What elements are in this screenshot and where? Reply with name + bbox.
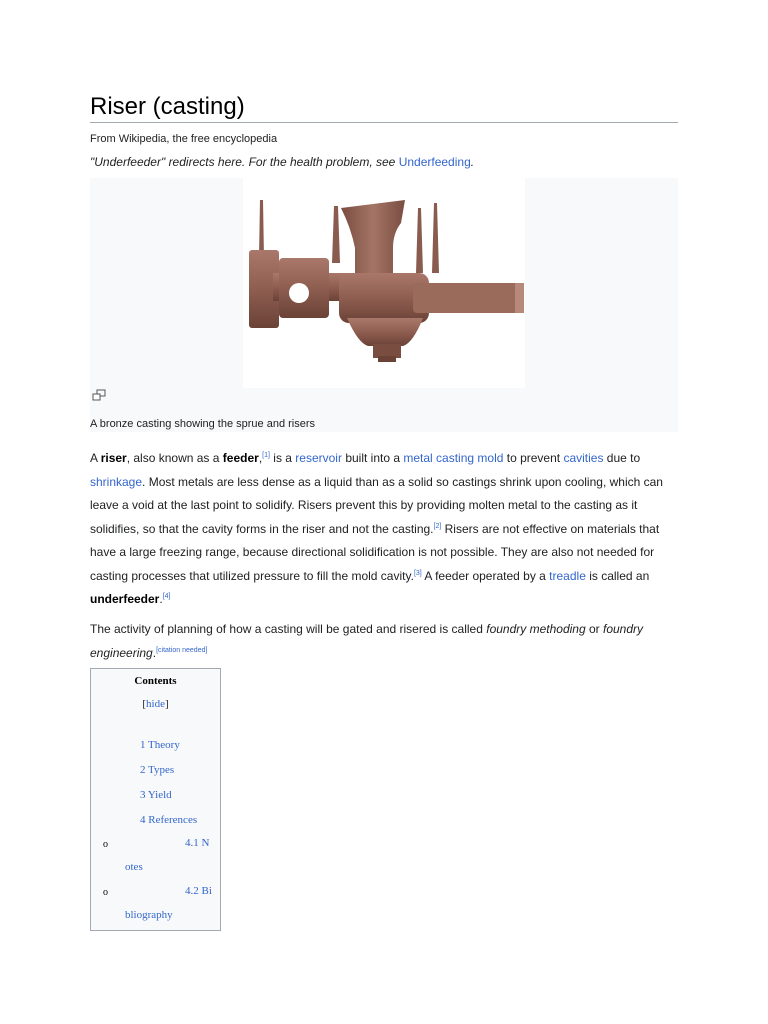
toc-item-notes-b[interactable]: otes bbox=[125, 861, 143, 873]
toc-item-bibliography-a[interactable]: 4.2 Bi bbox=[185, 885, 212, 897]
magnify-icon[interactable] bbox=[92, 388, 106, 400]
toc-bullet: o bbox=[103, 839, 108, 850]
toc-item-theory[interactable]: 1 Theory bbox=[140, 739, 180, 751]
bronze-casting-illustration bbox=[243, 178, 525, 388]
term-underfeeder: underfeeder bbox=[90, 592, 160, 606]
ref-2-link[interactable]: [2] bbox=[433, 522, 442, 530]
toc-item-notes-a[interactable]: 4.1 N bbox=[185, 837, 210, 849]
term-foundry-methoding: foundry methoding bbox=[486, 622, 586, 636]
hatnote-end: . bbox=[470, 155, 475, 169]
ref-3-link[interactable]: [3] bbox=[413, 569, 422, 577]
underfeeding-link[interactable]: Underfeeding bbox=[398, 155, 471, 169]
ref-4-link[interactable]: [4] bbox=[162, 593, 171, 600]
enlarge-icon bbox=[92, 389, 106, 401]
table-of-contents bbox=[90, 668, 221, 931]
toc-item-types[interactable]: 2 Types bbox=[140, 764, 175, 776]
term-riser: riser bbox=[100, 451, 127, 465]
methoding-paragraph: The activity of planning of how a casting will be gated and risered is called foundry methoding or foundry engineering.[citation needed] bbox=[90, 622, 644, 660]
toc-bullet: o bbox=[103, 887, 108, 898]
cavities-link[interactable]: cavities bbox=[563, 451, 604, 465]
bronze-casting-image[interactable] bbox=[243, 178, 525, 388]
metal-casting-mold-link[interactable]: metal casting mold bbox=[403, 451, 504, 465]
hatnote-text: "Underfeeder" redirects here. For the health problem, see bbox=[90, 155, 399, 169]
figure-caption: A bronze casting showing the sprue and risers bbox=[90, 418, 316, 430]
term-foundry-engineering: foundry engineering bbox=[90, 622, 644, 660]
intro-paragraph: A riser, also known as a feeder,[1] is a reservoir built into a metal casting mold to prevent cavities due to shrinkage. Most metals are less dense as a liquid than as a solid so castings shrink upon cooling, which can leave a void at the last point to solidify. Risers prevent this by providing molten metal to the casting as it solidifies, so that the cavity forms in the riser and not the casting.[2] Risers are not effective on materials that have a large freezing range, because directional solidification is not possible. They are also not needed for casting processes that utilized pressure to fill the mold cavity.[3] A feeder operated by a treadle is called an underfeeder.[4] bbox=[90, 451, 663, 606]
toc-hide-toggle: [hide] bbox=[142, 698, 169, 710]
site-tagline: From Wikipedia, the free encyclopedia bbox=[90, 133, 278, 145]
toc-title: Contents bbox=[134, 675, 177, 687]
citation-needed-link[interactable]: [citation needed] bbox=[156, 646, 208, 654]
infobox-figure bbox=[90, 178, 678, 432]
ref-1-link[interactable]: [1] bbox=[262, 452, 270, 459]
treadle-link[interactable]: treadle bbox=[549, 568, 586, 583]
shrinkage-link[interactable]: shrinkage bbox=[90, 474, 143, 489]
toc-item-bibliography-b[interactable]: bliography bbox=[125, 909, 173, 921]
toc-hide-link[interactable]: hide bbox=[146, 698, 165, 710]
page-title: Riser (casting) bbox=[90, 92, 678, 123]
toc-item-yield[interactable]: 3 Yield bbox=[140, 789, 172, 801]
reservoir-link[interactable]: reservoir bbox=[295, 451, 342, 465]
toc-item-references[interactable]: 4 References bbox=[140, 814, 198, 826]
term-feeder: feeder bbox=[222, 451, 259, 465]
hatnote bbox=[90, 155, 474, 169]
